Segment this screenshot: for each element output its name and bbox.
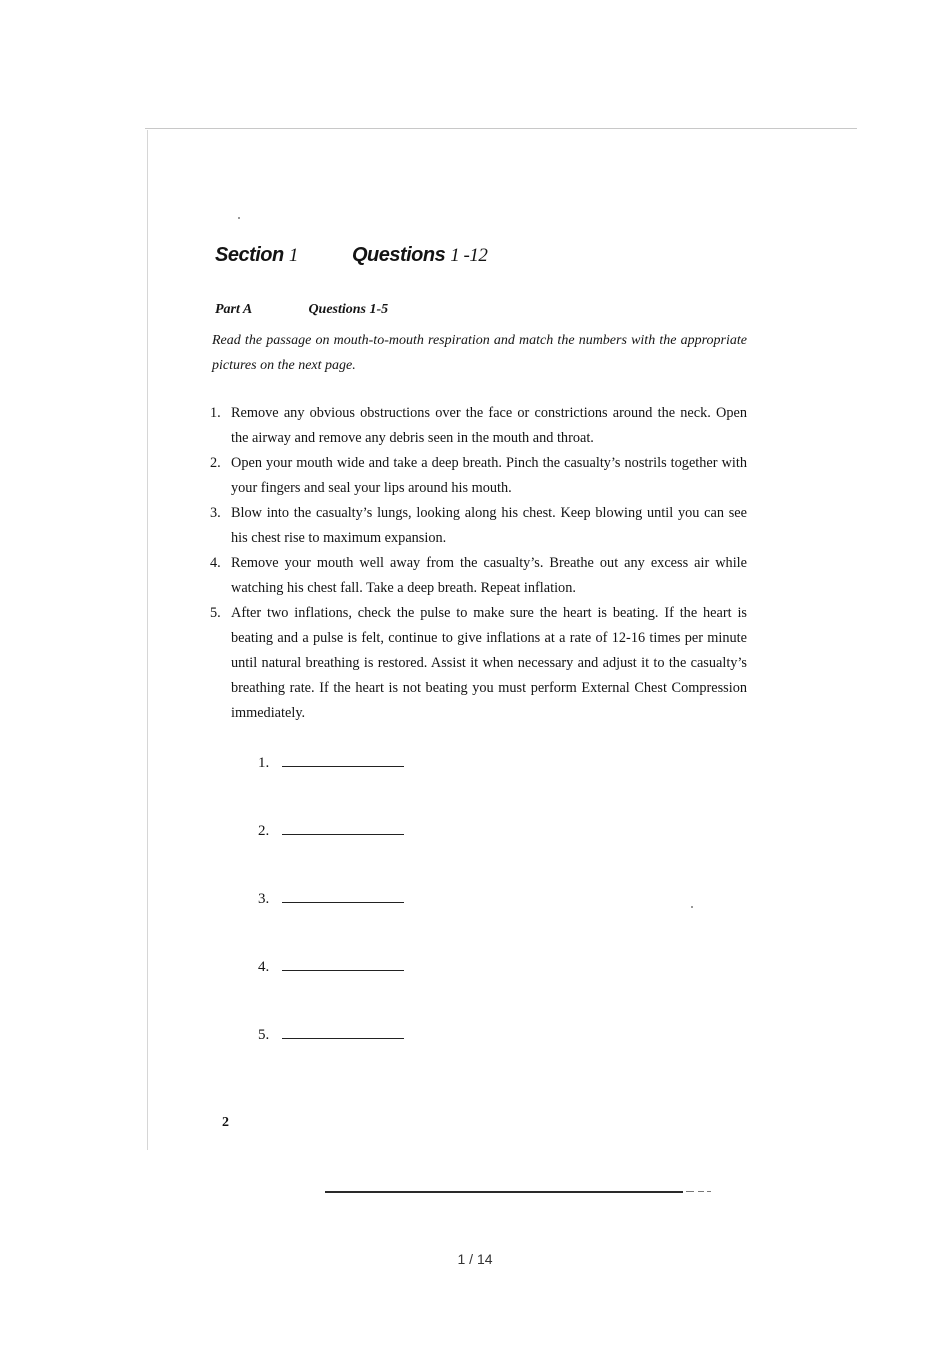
answer-number: 5. (258, 1027, 270, 1043)
part-heading (215, 302, 388, 318)
passage-item (207, 551, 747, 601)
answer-list (258, 752, 404, 1092)
answer-row (258, 820, 404, 888)
answer-blank[interactable] (282, 888, 404, 903)
passage-list (207, 401, 747, 726)
scan-top-rule (145, 128, 857, 129)
passage-item-number: 4. (210, 555, 221, 571)
passage-item-text: Remove any obvious obstructions over the face or constrictions around the neck. Open the airway and remove any debris seen in the mouth and throat. (231, 405, 747, 446)
part-questions: Questions 1-5 (308, 302, 389, 317)
answer-blank[interactable] (282, 956, 404, 971)
scan-bottom-rule (325, 1191, 683, 1193)
passage-item-number: 5. (210, 605, 221, 621)
section-number: 1 (288, 245, 298, 266)
answer-number: 3. (258, 891, 270, 907)
answer-number: 1. (258, 755, 270, 771)
answer-row (258, 888, 404, 956)
book-page-number: 2 (222, 1115, 229, 1130)
answer-blank[interactable] (282, 1024, 404, 1039)
passage-item (207, 401, 747, 451)
answer-number: 2. (258, 823, 270, 839)
answer-blank[interactable] (282, 820, 404, 835)
answer-row (258, 752, 404, 820)
questions-label: Questions (351, 244, 446, 266)
passage-item-text: Remove your mouth well away from the casualty’s. Breathe out any excess air while watching his chest fall. Take a deep breath. Repeat inflation. (231, 555, 747, 596)
answer-blank[interactable] (282, 752, 404, 767)
questions-range: 1 -12 (450, 245, 488, 266)
instructions: Read the passage on mouth-to-mouth respiration and match the numbers with the appropriate pictures on the next page. (212, 333, 747, 373)
passage-item-text: Blow into the casualty’s lungs, looking along his chest. Keep blowing until you can see his chest rise to maximum expansion. (231, 505, 747, 546)
passage-item-number: 2. (210, 455, 221, 471)
passage-item (207, 451, 747, 501)
scan-bottom-dash (707, 1191, 711, 1192)
scan-left-edge (147, 130, 148, 1150)
scan-bottom-dash (686, 1191, 694, 1192)
answer-row (258, 956, 404, 1024)
passage-item (207, 601, 747, 726)
pdf-page-indicator: 1 / 14 (457, 1251, 493, 1267)
section-label: Section (215, 244, 284, 266)
passage-item-text: Open your mouth wide and take a deep breath. Pinch the casualty’s nostrils together with your fingers and seal your lips around his mouth. (231, 455, 747, 496)
section-heading (215, 244, 487, 267)
scan-speck (238, 217, 240, 219)
passage-item-number: 3. (210, 505, 221, 521)
part-label: Part A (215, 302, 252, 317)
passage-item (207, 501, 747, 551)
passage-item-text: After two inflations, check the pulse to make sure the heart is beating. If the heart is beating and a pulse is felt, continue to give inflations at a rate of 12-16 times per minute until natural breathing is restored. Assist it when necessary and adjust it to the casualty’s breathing rate. If the heart is not beating you must perform External Chest Compression immediately. (231, 605, 747, 721)
scan-speck (691, 906, 693, 908)
scan-bottom-dash (698, 1191, 704, 1192)
passage-item-number: 1. (210, 405, 221, 421)
answer-row (258, 1024, 404, 1092)
answer-number: 4. (258, 959, 270, 975)
